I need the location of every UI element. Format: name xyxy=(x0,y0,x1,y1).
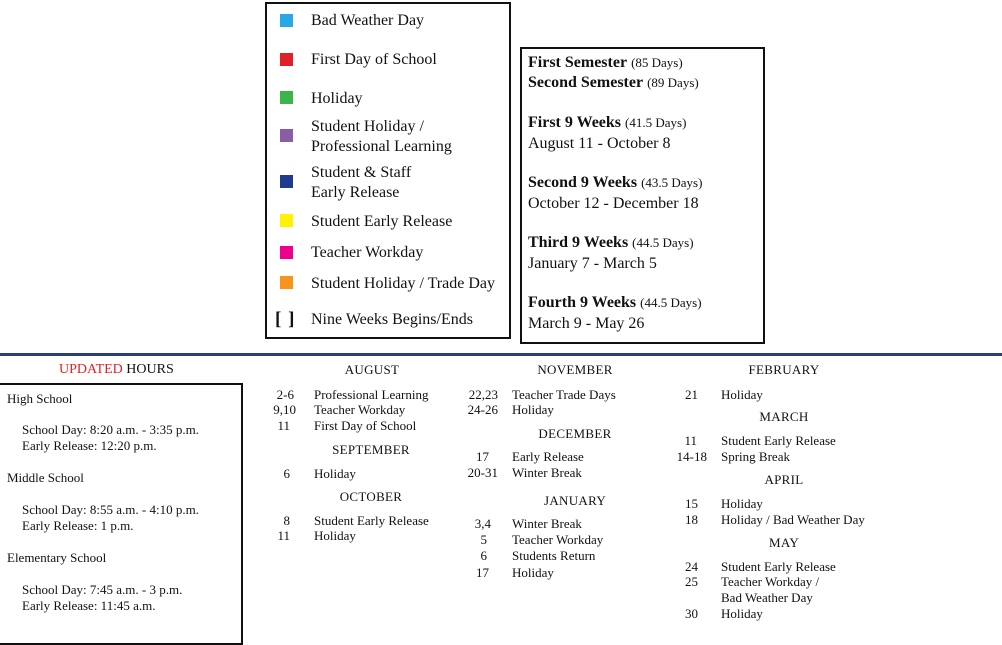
hours-title: HOURS xyxy=(126,362,174,377)
high-school-day: School Day: 8:20 a.m. - 3:35 p.m. xyxy=(22,422,199,437)
nov-event: Holiday xyxy=(512,402,554,417)
legend-swatch-first-day xyxy=(280,53,293,66)
month-heading-january: JANUARY xyxy=(543,493,607,508)
legend-swatch-professional-learning xyxy=(280,129,293,142)
jan-event: Teacher Workday xyxy=(512,532,604,547)
legend-label-nine-weeks: Nine Weeks Begins/Ends xyxy=(311,311,473,328)
legend-label-student-early-release: Student Early Release xyxy=(311,213,453,230)
q2-title: Second 9 Weeks xyxy=(528,174,638,191)
month-heading-september: SEPTEMBER xyxy=(332,442,410,457)
oct-event: Holiday xyxy=(314,528,356,543)
feb-date: 21 xyxy=(685,387,698,402)
may-event: Bad Weather Day xyxy=(721,590,813,605)
q2-days: (43.5 Days) xyxy=(641,175,703,190)
q1-days: (41.5 Days) xyxy=(625,115,687,130)
legend-swatch-teacher-workday xyxy=(280,246,293,259)
sep-event: Holiday xyxy=(314,466,356,481)
q1-range: August 11 - October 8 xyxy=(528,135,671,152)
legend-swatch-staff-early-release xyxy=(280,175,293,188)
dec-event: Early Release xyxy=(512,449,584,464)
legend-label-holiday: Holiday xyxy=(311,90,363,107)
elementary-school-early: Early Release: 11:45 a.m. xyxy=(22,598,156,613)
jan-event: Holiday xyxy=(512,565,554,580)
q3-range: January 7 - March 5 xyxy=(528,255,657,272)
q4-days: (44.5 Days) xyxy=(640,295,702,310)
oct-date: 8 xyxy=(283,513,290,528)
may-event: Holiday xyxy=(721,606,763,621)
legend-label-staff-early-release-1: Student & Staff xyxy=(311,164,412,181)
middle-school-day: School Day: 8:55 a.m. - 4:10 p.m. xyxy=(22,502,199,517)
sep-date: 6 xyxy=(283,466,290,481)
apr-date: 18 xyxy=(685,512,698,527)
aug-date: 2-6 xyxy=(276,387,294,402)
legend-label-bad-weather: Bad Weather Day xyxy=(311,12,425,29)
legend-box xyxy=(265,2,511,339)
mar-date: 14-18 xyxy=(676,449,707,464)
high-school-early: Early Release: 12:20 p.m. xyxy=(22,438,157,453)
legend-label-professional-learning-1: Student Holiday / xyxy=(311,118,424,135)
legend-swatch-holiday xyxy=(280,91,293,104)
q3-line xyxy=(528,233,694,253)
nov-date: 22,23 xyxy=(468,387,498,402)
first-semester-days: (85 Days) xyxy=(631,55,683,70)
aug-event: Teacher Workday xyxy=(314,402,406,417)
mar-event: Spring Break xyxy=(721,449,790,464)
nov-date: 24-26 xyxy=(467,402,498,417)
q2-range: October 12 - December 18 xyxy=(528,195,699,212)
q4-title: Fourth 9 Weeks xyxy=(528,294,637,311)
legend-label-professional-learning-2: Professional Learning xyxy=(311,138,452,155)
q3-days: (44.5 Days) xyxy=(632,235,694,250)
month-heading-october: OCTOBER xyxy=(339,489,403,504)
hours-heading xyxy=(59,362,174,378)
apr-event: Holiday xyxy=(721,496,763,511)
nov-event: Teacher Trade Days xyxy=(512,387,616,402)
oct-event: Student Early Release xyxy=(314,513,429,528)
may-date: 24 xyxy=(685,559,698,574)
q3-title: Third 9 Weeks xyxy=(528,234,629,251)
jan-date: 6 xyxy=(480,548,487,563)
legend-label-staff-early-release-2: Early Release xyxy=(311,184,400,201)
semester-box xyxy=(520,47,765,344)
jan-event: Students Return xyxy=(512,548,596,563)
aug-event: Professional Learning xyxy=(314,387,429,402)
legend-label-first-day: First Day of School xyxy=(311,51,437,68)
q4-range: March 9 - May 26 xyxy=(528,315,645,332)
legend-swatch-trade-day xyxy=(280,276,293,289)
month-heading-december: DECEMBER xyxy=(538,426,612,441)
first-semester-title: First Semester xyxy=(528,54,628,71)
second-semester-line xyxy=(528,73,699,93)
month-heading-april: APRIL xyxy=(764,472,804,487)
aug-date: 11 xyxy=(277,418,290,433)
jan-date: 3,4 xyxy=(474,516,491,531)
mar-date: 11 xyxy=(684,433,697,448)
month-heading-august: AUGUST xyxy=(344,362,400,377)
aug-date: 9,10 xyxy=(273,402,296,417)
legend-swatch-bad-weather xyxy=(280,14,293,27)
apr-event: Holiday / Bad Weather Day xyxy=(721,512,865,527)
dec-event: Winter Break xyxy=(512,465,582,480)
second-semester-days: (89 Days) xyxy=(647,75,699,90)
section-divider xyxy=(0,353,1002,356)
high-school-label: High School xyxy=(7,391,73,406)
legend-label-teacher-workday: Teacher Workday xyxy=(311,244,424,261)
jan-date: 5 xyxy=(480,532,487,547)
feb-event: Holiday xyxy=(721,387,763,402)
oct-date: 11 xyxy=(277,528,290,543)
mar-event: Student Early Release xyxy=(721,433,836,448)
middle-school-early: Early Release: 1 p.m. xyxy=(22,518,134,533)
jan-date: 17 xyxy=(476,565,489,580)
legend-label-trade-day: Student Holiday / Trade Day xyxy=(311,275,495,292)
middle-school-label: Middle School xyxy=(7,470,84,485)
q2-line xyxy=(528,173,702,193)
legend-bracket-icon: [ ] xyxy=(275,309,296,330)
month-heading-may: MAY xyxy=(768,535,800,550)
first-semester-line xyxy=(528,53,683,73)
hours-box xyxy=(0,383,243,645)
dec-date: 20-31 xyxy=(467,465,498,480)
may-date: 30 xyxy=(685,606,698,621)
apr-date: 15 xyxy=(685,496,698,511)
jan-event: Winter Break xyxy=(512,516,582,531)
may-event: Teacher Workday / xyxy=(721,574,820,589)
elementary-school-day: School Day: 7:45 a.m. - 3 p.m. xyxy=(22,582,183,597)
hours-updated-label: UPDATED xyxy=(59,362,123,377)
month-heading-march: MARCH xyxy=(759,409,809,424)
legend-swatch-student-early-release xyxy=(280,214,293,227)
second-semester-title: Second Semester xyxy=(528,74,644,91)
q1-line xyxy=(528,113,686,133)
month-heading-february: FEBRUARY xyxy=(748,362,820,377)
q1-title: First 9 Weeks xyxy=(528,114,622,131)
may-date: 25 xyxy=(685,574,698,589)
dec-date: 17 xyxy=(476,449,489,464)
aug-event: First Day of School xyxy=(314,418,417,433)
q4-line xyxy=(528,293,702,313)
month-heading-november: NOVEMBER xyxy=(537,362,613,377)
may-event: Student Early Release xyxy=(721,559,836,574)
elementary-school-label: Elementary School xyxy=(7,550,107,565)
